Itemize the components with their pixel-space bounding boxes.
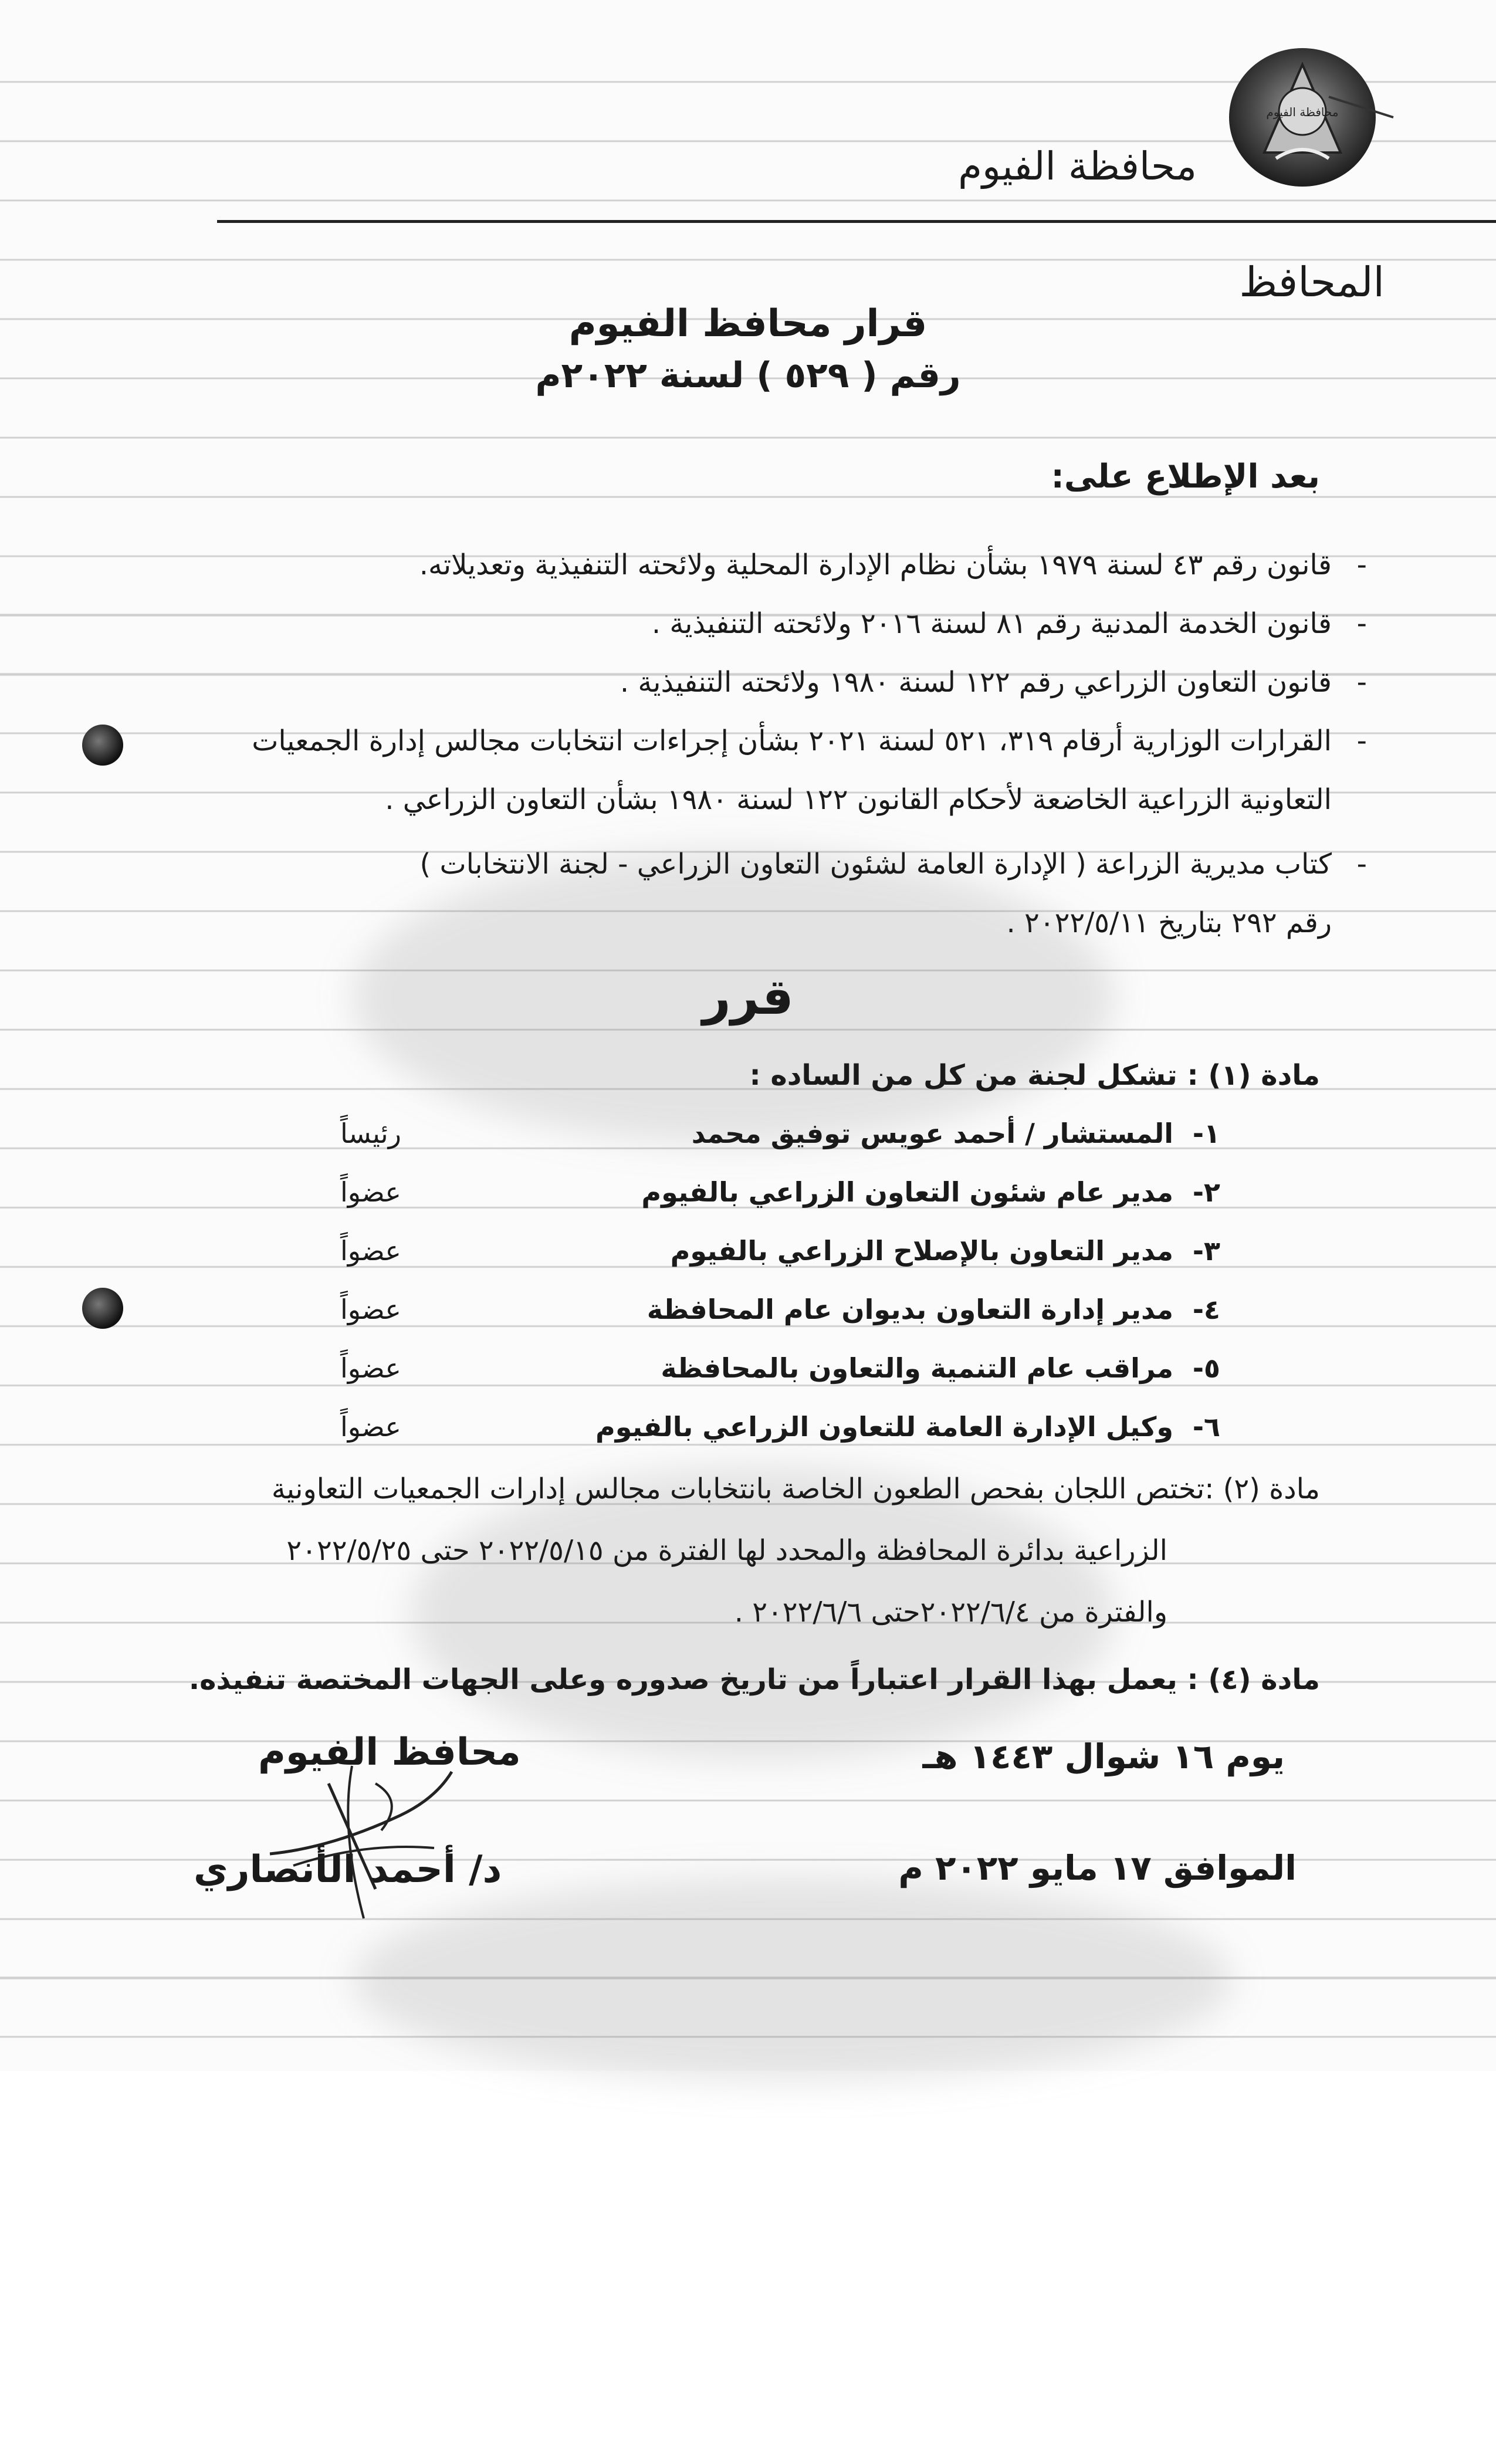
gregorian-date: الموافق ١٧ مايو ٢٠٢٢ م [898, 1848, 1297, 1888]
issuing-office: المحافظ [1239, 258, 1385, 306]
preamble-item-5-continued: رقم ٢٩٢ بتاريخ ٢٠٢٢/٥/١١ . [1006, 906, 1332, 939]
preamble-item-1: - قانون رقم ٤٣ لسنة ١٩٧٩ بشأن نظام الإدارة المحلية ولائحته التنفيذية وتعديلاته. [419, 549, 1367, 581]
article-1: مادة (١) : تشكل لجنة من كل من الساده : [749, 1059, 1320, 1092]
bullet: - [1356, 666, 1367, 699]
bullet: - [1356, 848, 1367, 881]
preamble-item-4-continued: التعاونية الزراعية الخاضعة لأحكام القانون ١٢٢ لسنة ١٩٨٠ بشأن التعاون الزراعي . [385, 783, 1332, 816]
bullet: - [1356, 725, 1367, 757]
decree-number: رقم ( ٥٢٩ ) لسنة ٢٠٢٢م [535, 355, 961, 396]
signatory-name: د/ أحمد الأنصاري [194, 1848, 502, 1891]
committee-member: ٦-وكيل الإدارة العامة للتعاون الزراعي بالفيوم عضواً [340, 1411, 1220, 1443]
committee-member: ٢-مدير عام شئون التعاون الزراعي بالفيوم عضواً [340, 1176, 1220, 1208]
governorate-name: محافظة الفيوم [958, 144, 1197, 189]
decree-heading: قرر [702, 968, 794, 1025]
article-4: مادة (٤) : يعمل بهذا القرار اعتباراً من تاريخ صدوره وعلى الجهات المختصة تنفيذه. [188, 1663, 1320, 1696]
member-role: عضواً [340, 1411, 401, 1443]
committee-member: ٤-مدير إدارة التعاون بديوان عام المحافظة عضواً [340, 1294, 1220, 1325]
bullet: - [1356, 549, 1367, 581]
member-role: عضواً [340, 1294, 401, 1325]
member-role: عضواً [340, 1235, 401, 1267]
signatory-title: محافظ الفيوم [258, 1731, 521, 1774]
hijri-date: يوم ١٦ شوال ١٤٤٣ هـ [922, 1737, 1285, 1776]
scan-smudge [352, 1877, 1232, 2083]
member-role: عضواً [340, 1176, 401, 1208]
member-role: عضواً [340, 1352, 401, 1384]
preamble-item-5: - كتاب مديرية الزراعة ( الإدارة العامة لشئون التعاون الزراعي - لجنة الانتخابات ) [419, 848, 1367, 881]
member-role: رئيساً [340, 1118, 401, 1149]
punch-hole [82, 725, 123, 766]
handwritten-signature [258, 1748, 469, 1924]
article-2: مادة (٢) :تختص اللجان بفحص الطعون الخاصة بانتخابات مجالس إدارات الجمعيات التعاونية [271, 1473, 1320, 1505]
preamble-intro: بعد الإطلاع على: [1051, 458, 1320, 496]
governorate-seal-icon [1220, 41, 1396, 194]
bullet: - [1356, 607, 1367, 640]
decree-title: قرار محافظ الفيوم [568, 302, 928, 346]
committee-member: ٥-مراقب عام التنمية والتعاون بالمحافظة عضواً [340, 1352, 1220, 1384]
committee-member: ٣-مدير التعاون بالإصلاح الزراعي بالفيوم عضواً [340, 1235, 1220, 1267]
committee-member: ١-المستشار / أحمد عويس توفيق محمد رئيساً [340, 1118, 1220, 1149]
seal-lettering: محافظة الفيوم [1266, 105, 1339, 119]
preamble-item-3: - قانون التعاون الزراعي رقم ١٢٢ لسنة ١٩٨٠ ولائحته التنفيذية . [620, 666, 1367, 699]
preamble-item-4: - القرارات الوزارية أرقام ٣١٩، ٥٢١ لسنة ٢٠٢١ بشأن إجراءات انتخابات مجالس إدارة الجمعيات [252, 725, 1367, 757]
article-2-continued: الزراعية بدائرة المحافظة والمحدد لها الفترة من ٢٠٢٢/٥/١٥ حتى ٢٠٢٢/٥/٢٥ [286, 1534, 1167, 1567]
preamble-item-2: - قانون الخدمة المدنية رقم ٨١ لسنة ٢٠١٦ ولائحته التنفيذية . [651, 607, 1367, 640]
header-divider [217, 220, 1496, 223]
article-2-continued: والفترة من ٢٠٢٢/٦/٤حتى ٢٠٢٢/٦/٦ . [734, 1596, 1167, 1629]
punch-hole [82, 1288, 123, 1329]
